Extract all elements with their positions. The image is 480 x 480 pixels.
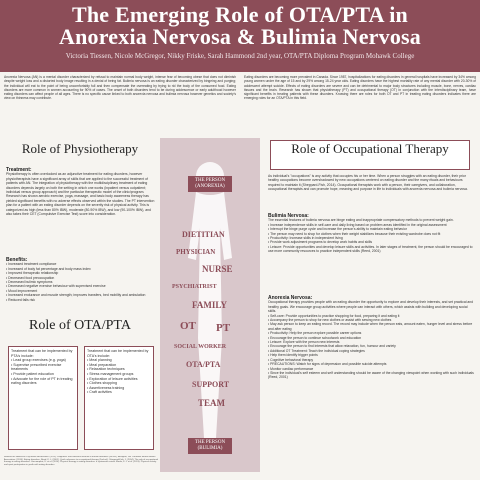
physio-benefits-list [6,262,156,302]
ot-intro-text-2: Occupational therapists work with a person, their caregivers, and collaboration, occupational therapists and can promote hope, meaning and purpose in life to individuals with anorexia nervosa and bulimia nervosa. [268,182,468,192]
list-item: • Self-care: Provide opportunities to practice shopping for food, preparing it and eating it [268,314,474,318]
list-item: • Leisure: Explore with the person new interests [268,340,474,344]
list-item: • Meal planning [87,358,151,363]
poster-header [0,0,480,72]
ot-intro-text: As individual's "occupations" is any activity that occupies his or her time. When a person struggles with an eating disorder, their prior healthy occupations become overshadowed by new occupations centered on eating disorder and the many rituals and behaviours required to maintain it (Sheppard-Fish, 2014). [268,174,466,187]
list-item: • Decreased bulimic symptoms [6,280,156,284]
cloud-word: PHYSICIAN [176,248,216,256]
label-person-anorexia: THE PERSON (ANOREXIA) [188,176,232,192]
physio-treatment-heading: Treatment: [6,167,32,173]
list-item: • Encourage the person to continue schoolwork and education [268,336,474,340]
ot-bulimia-text: The essential features of bulimia nervosa are binge eating and inappropriate compensatory methods to prevent weight gain. [268,218,454,223]
list-item: • Advocate for the role of PT in treating eating disorders [11,377,75,386]
list-item: • PRECAUTIONS: Watch for signs of depression and possible suicide attempts [268,362,474,366]
pta-treatments-list [11,358,75,386]
cloud-word: DIETITIAN [182,230,225,239]
ot-anorexia-list [268,314,474,380]
label-person-bulimia: THE PERSON (BULIMIA) [188,438,232,454]
list-item: • Leisure: Provide opportunities and develop leisure skills and activities. In later stages of treatment, the person should be encouraged to use more community resources to practice independent skills (Reed, 2001) [268,245,474,254]
physio-title: Role of Physiotherapy [21,141,139,156]
list-item: • Monitor cardiac performance [268,367,474,371]
cloud-word: SUPPORT [192,380,230,389]
list-item: • Stress management groups [87,372,151,377]
intro-right-text: Eating disorders are becoming more prevalent in Canada. Since 1987, hospitalizations for eating disorders in general hospitals have increased by 34% among young women under the age of 15 and by 29% among 15-24 year olds. Eating disorders have the highest mortality rate of any mental disorder with 20-30% of adolescent attempt suicide. Effects of eating disorders are severe and can be detrimental to major body structures including muscle, bone, nerves, cardiac tissues and the brain. Research has shown that physiotherapy (PT) and occupational therapy (OT) in conjunction with the interdisciplinary team, have significant benefits in treating patients with these disorders. Knowing there are roles for both OT and PT in treating eating disorders indicates there are emerging roles for an OTA/PTA in this field. [244,75,476,101]
ot-anorexia-heading: Anorexia Nervosa: [268,295,313,301]
list-item: • Mood improvement [6,289,156,293]
list-item: • The person may need to shop for clothes when their weight stabilizes because their existing wardrobe does not fit [268,232,474,236]
list-item: • May ask person to keep an eating record. The record may include when the person eats, amount eaten, hunger level and stress before and after eating [268,322,474,331]
team-word-cloud [172,230,250,430]
ot-bulimia-list [268,223,474,254]
list-item: • Since the individual's self esteem and self understanding should be aware of the changing viewpoint when working with such individuals (Reed, 2001) [268,371,474,380]
list-item: • Accompany the person to shop for new clothes or assist with sewing new clothes [268,318,474,322]
list-item: • Help them identify trigger points [268,353,474,357]
ot-title: Role of Occupational Therapy [270,140,470,170]
ota-pta-title: Role of OTA/PTA [29,318,131,333]
list-item: • Interrupt the binge purge cycle and increase the person's ability to maintain eating behavior [268,227,474,231]
list-item: • Increased of body fat percentage and body mass index [6,267,156,271]
list-item: • Provide work adjustment programs to develop work habits and skills [268,240,474,244]
ot-bulimia-heading: Bulimia Nervosa: [268,213,309,219]
pta-treatments-heading: Treatment that can be implemented by PTA's include: [11,349,73,358]
ot-anorexia-text: Occupational therapy provides people with an eating disorder the opportunity to explore and develop their interests, and set practical and healthy goals. We encourage group activities where people can interact with others, which assists with building and developing social skills. [268,300,474,314]
list-item: • Encourage the person to find interests that allow relaxation, fun, humour and variety [268,344,474,348]
list-item: • Relaxation techniques [87,367,151,372]
list-item: • Productivity: Increase skills in independent living [268,236,474,240]
physio-treatment-text: Physiotherapy is often overlooked as an adjunctive treatment for eating disorders, however physiotherapists have a significant array of skills that are applied to the successful treatment of patients with AN. The integration of physiotherapy with the multidisciplinary treatment of eating disorders depends largely on both the setting in which one works (inpatient versus outpatient; individual versus group approach) and the particular therapeutic model of the clinic/program. Research has shown aerobic exercise, yoga, massage, and basic body awareness therapy has yielded significant benefits with no adverse effects observed within the studies. The PT intervention plan for a patient with an eating disorder depends on the severity risk of physical activity. This is categorized as high (less than 80% IBW), moderate (80-90% IBW), and low (90-100% IBW), and also takes their CET (Compulsive Exercise Test) score into consideration. [6,172,155,217]
cloud-word: NURSE [202,264,233,274]
list-item: • Decreased food preoccupation [6,276,156,280]
cloud-word: PSYCHIATRIST [172,284,217,290]
list-item: • Productivity: Help the person explore possible career options [268,331,474,335]
list-item: • Lead group exercises (e.g. yoga) [11,358,75,363]
cloud-word: TEAM [198,398,225,408]
cloud-word: OT [180,320,196,332]
cloud-word: SOCIAL WORKER [174,344,227,350]
cloud-word: OTA/PTA [186,360,221,369]
physio-benefits [6,256,156,312]
list-item: • Craft activities [87,390,151,395]
list-item: • Exploration of leisure activities [87,377,151,382]
pta-treatments-box [8,346,78,450]
references: References: American Psychiatric Association. (2013). Diagnostic and statistical manual of mental disorders (5th ed.). Arlington, VA. Canadian Mental Health Association. (2014). Eating disorders. Reed, K. L. (2001). Quick reference to occupational therapy (2nd ed.). Sheppard-Fish, J. (2014). The role of occupational therapy in eating disorders. Vancampfort, D. et al. (2014). Physical therapy in eating disorders: a systematic review. Moola, F. J. et al. (2013). Physical activity and sport participation in youth with eating disorders. [4,456,159,467]
intro-left-text: Anorexia Nervosa (AN) is a mental disorder characterized by refusal to maintain normal body weight, intense fear of becoming obese that does not diminish despite weight loss and a distorted body image resulting in a denial of being fat. Bulimia nervosa is an eating disorder characterized by bingeing and purging; the individual will eat to the point of being uncomfortably full and then compensate the overeating by trying to rid the body of the consumed food. Eating disorders are more common in women accounting for 90% of cases. The onset of both disorders tend to be during adolescence or early adulthood however eating disorders can affect people of all ages. There is no specific cause linked to both anorexia nervosa and bulimia nervosa however genetics and society's view on thinness may contribute. [4,75,236,101]
ota-treatments-list [87,358,151,395]
ota-treatments-heading: Treatment that can be implemented by OTA's include: [87,349,149,358]
list-item: • Increase independence skills in self-care and daily living based on problem areas identified in the original assessment [268,223,474,227]
list-item: • Provide patient education [11,372,75,377]
authors-line: Victoria Tiessen, Nicole McGregor, Nikky Friske, Sarah Hammond 2nd year, OTA/PTA Diploma Program Mohawk College [65,52,415,60]
list-item: • Increased treatment compliance [6,262,156,266]
list-item: • Meal preparation [87,363,151,368]
ot-anorexia [268,294,474,474]
poster-title [0,0,480,48]
list-item: • Cognitive behavioral therapy [268,358,474,362]
physio-benefits-heading: Benefits: [6,257,28,263]
list-item: • Supervise prescribed exercise treatments [11,363,75,372]
cloud-word: PT [216,322,231,334]
list-item: • Decreased negative exercise behaviour with supervised exercise [6,284,156,288]
cloud-word: FAMILY [192,300,228,310]
physio-treatment [6,166,156,254]
list-item: • Improved therapeutic relationship [6,271,156,275]
list-item: • Reduced falls risk [6,298,156,302]
introduction [4,75,476,133]
list-item: • Increased endurance and muscle strength; improves transfers, bed mobility and ambulation [6,293,156,297]
title-line-2: Anorexia Nervosa & Bulimia Nervosa [58,24,422,49]
title-line-1: The Emerging Role of OTA/PTA in [72,2,408,27]
ot-intro [268,174,474,214]
list-item: • Clothes shopping [87,381,151,386]
ot-bulimia [268,212,474,290]
ota-treatments-box [84,346,154,450]
list-item: • Additional OT Treatment: Teach the individual coping strategies [268,349,474,353]
list-item: • Assertiveness training [87,386,151,391]
